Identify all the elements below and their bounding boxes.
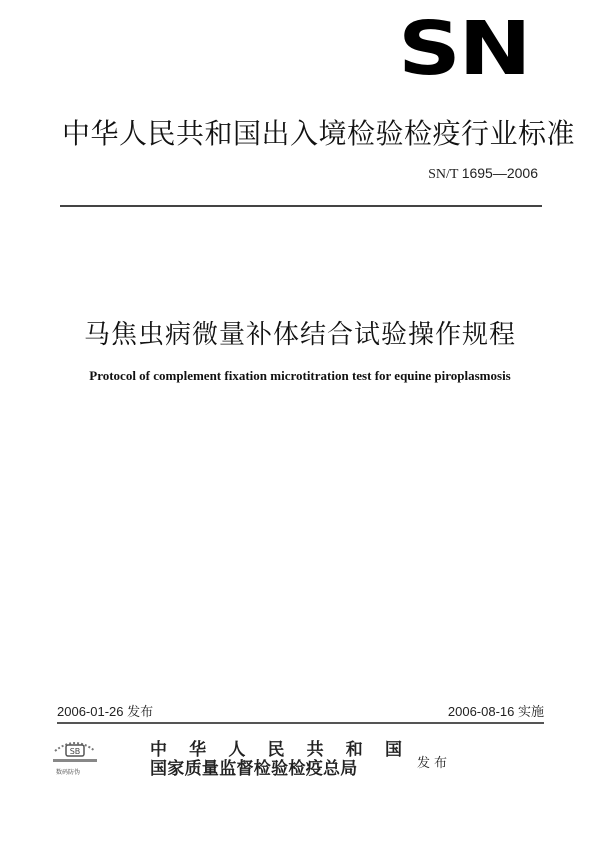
issuer-char: 华 xyxy=(189,740,207,760)
implementation-date: 2006-08-16 实施 xyxy=(447,704,544,719)
issuer-agency: 国家质量监督检验检疫总局 xyxy=(150,759,358,779)
standard-number xyxy=(428,165,538,183)
sn-logo: SN xyxy=(398,6,530,92)
issuer-char: 中 xyxy=(150,740,167,760)
issuer-suffix: 发布 xyxy=(417,756,452,771)
issuer-country xyxy=(150,741,402,759)
svg-text:SB: SB xyxy=(69,747,81,756)
standard-prefix: SN/T xyxy=(428,167,459,182)
bottom-divider xyxy=(57,722,544,724)
document-title-english: Protocol of complement fixation microtitration test for equine piroplasmosis xyxy=(89,368,511,383)
issuer-char: 国 xyxy=(384,740,402,760)
issuer-char: 民 xyxy=(267,740,285,760)
industry-standard-title: 中华人民共和国出入境检验检疫行业标准 xyxy=(62,117,576,150)
top-divider xyxy=(60,205,542,207)
issuer-char: 人 xyxy=(228,740,246,760)
stamp-label: 数码防伪 xyxy=(56,769,81,776)
issue-date: 2006-01-26 发布 xyxy=(57,704,154,719)
issuer-char: 和 xyxy=(345,740,363,760)
standard-code: 1695—2006 xyxy=(461,165,538,181)
issuer-char: 共 xyxy=(306,740,324,760)
document-title-chinese: 马焦虫病微量补体结合试验操作规程 xyxy=(83,320,516,350)
